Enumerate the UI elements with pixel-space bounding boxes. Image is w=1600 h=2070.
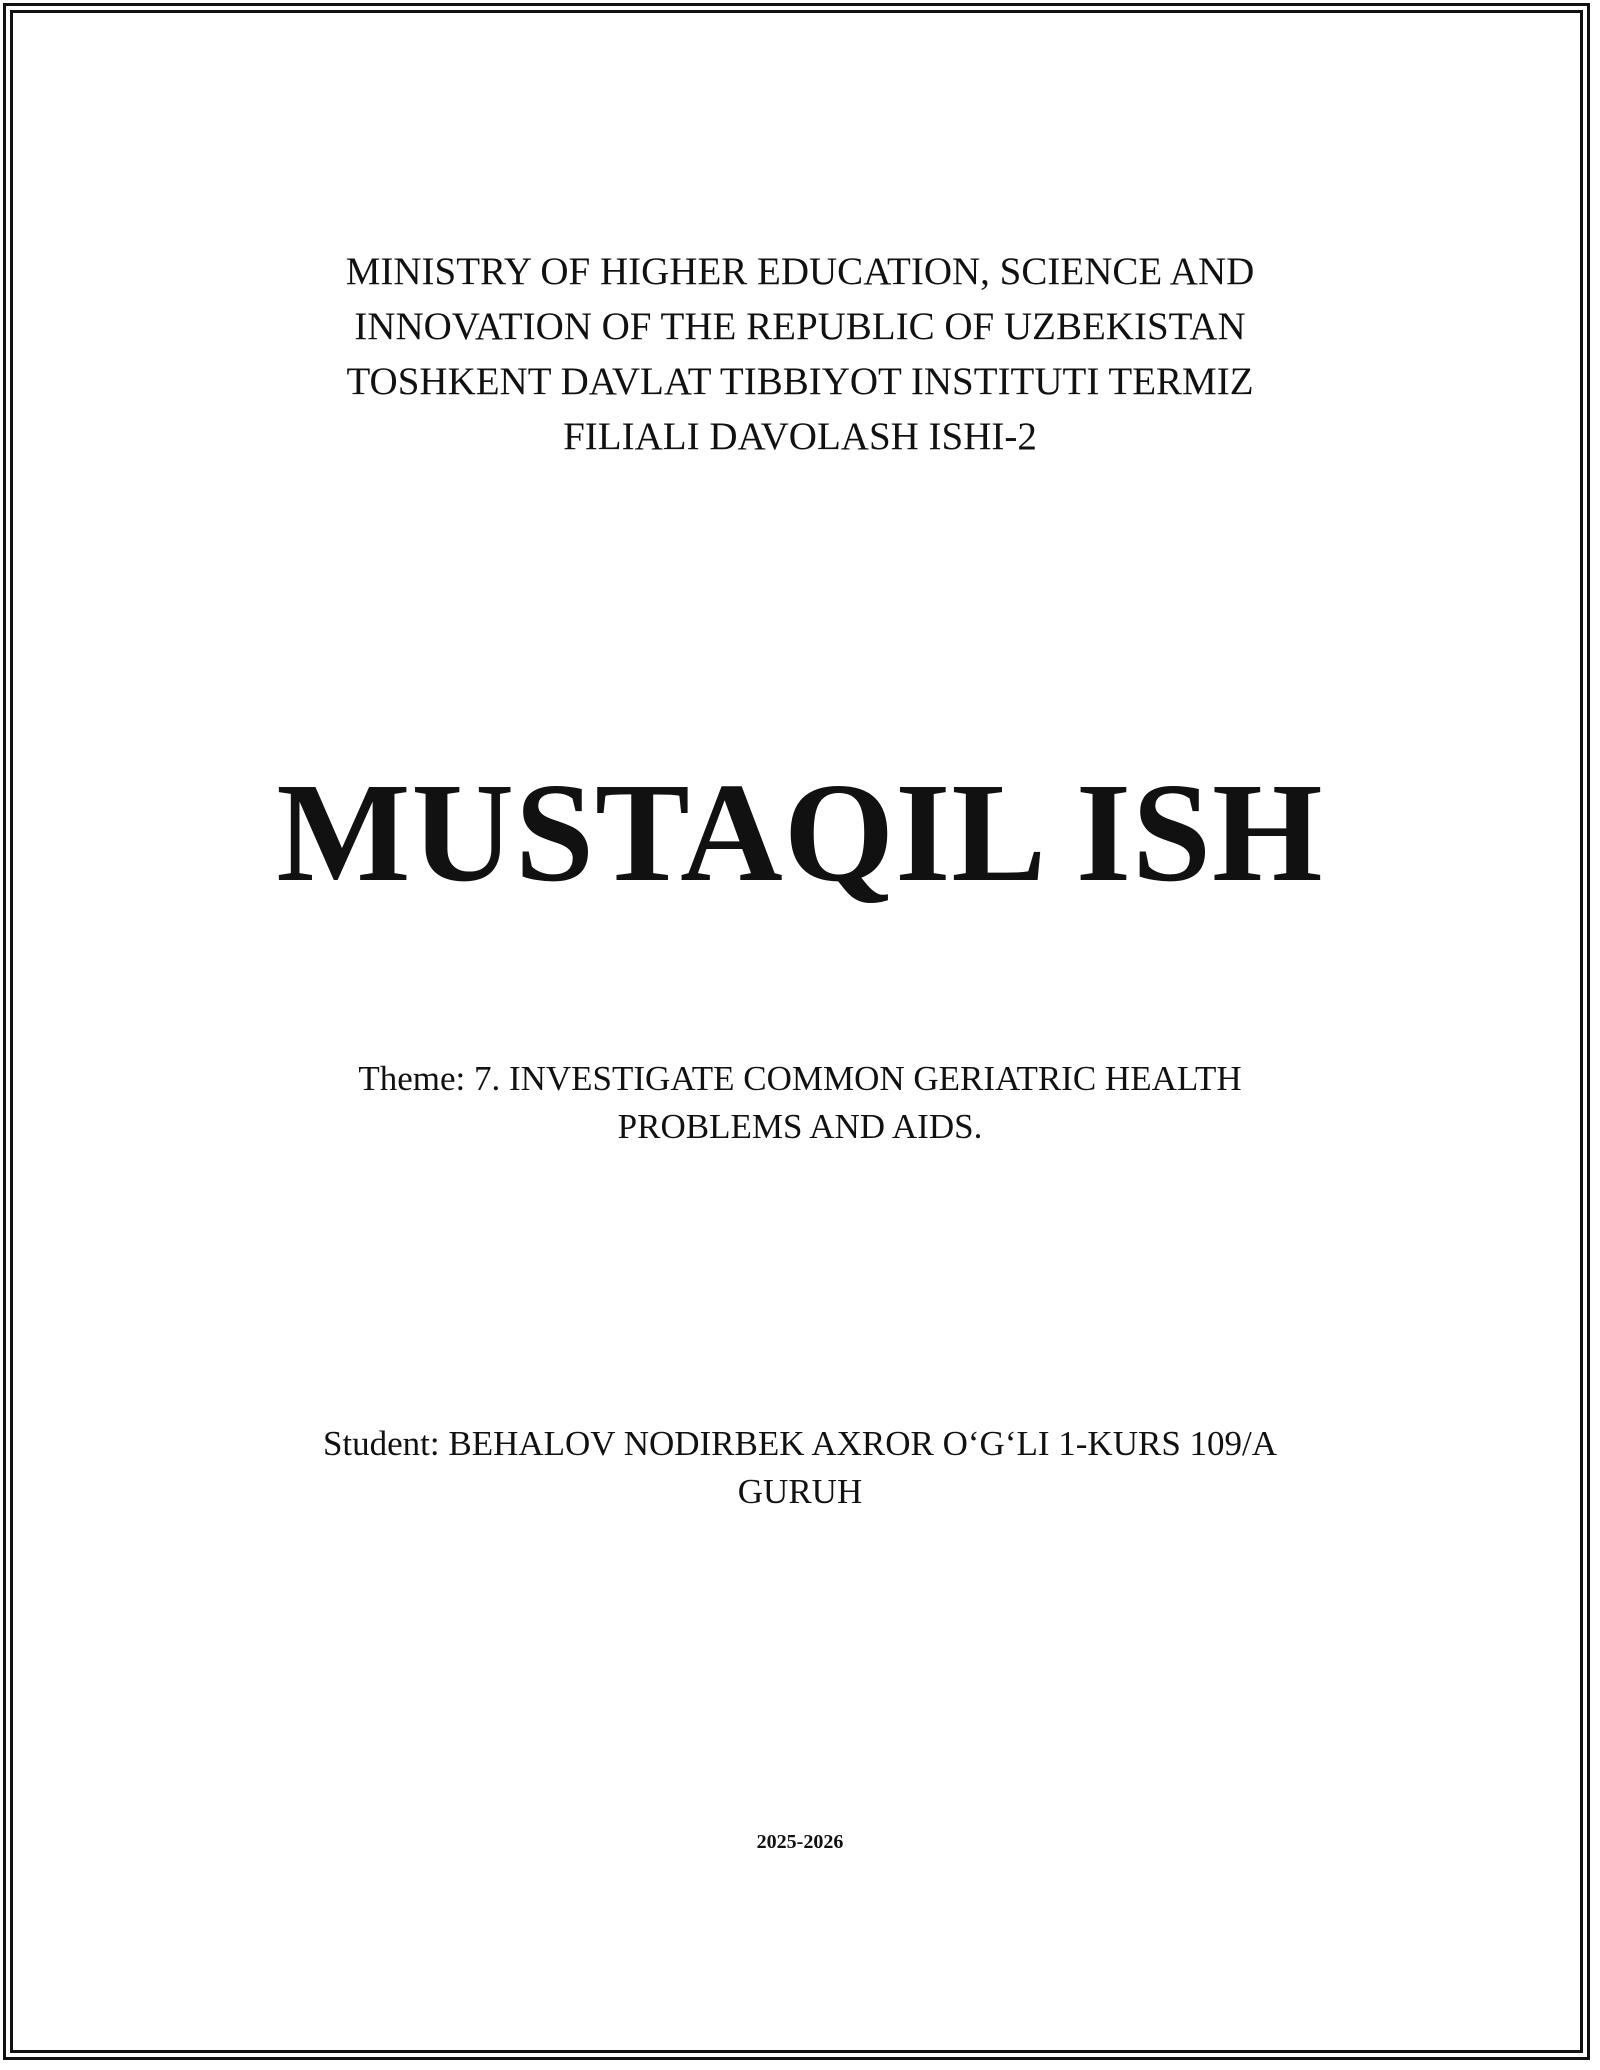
student-line-1: Student: BEHALOV NODIRBEK AXROR O‘G‘LI 1-KURS 109/A — [322, 1424, 1278, 1463]
ministry-header-line-2: INNOVATION OF THE REPUBLIC OF UZBEKISTAN — [354, 305, 1246, 348]
student-line-2: GURUH — [737, 1472, 863, 1511]
ministry-header-line-1: MINISTRY OF HIGHER EDUCATION, SCIENCE AND — [345, 250, 1255, 293]
student-block — [0, 1420, 1600, 1516]
theme-line-2: PROBLEMS AND AIDS. — [617, 1107, 983, 1146]
theme-line-1: Theme: 7. INVESTIGATE COMMON GERIATRIC HEALTH — [358, 1059, 1242, 1098]
theme-block — [0, 1055, 1600, 1151]
document-title: MUSTAQIL ISH — [276, 753, 1324, 911]
ministry-header — [0, 244, 1600, 464]
academic-year: 2025-2026 — [756, 1831, 844, 1853]
ministry-header-line-3: TOSHKENT DAVLAT TIBBIYOT INSTITUTI TERMIZ — [346, 360, 1254, 403]
ministry-header-line-4: FILIALI DAVOLASH ISHI-2 — [563, 415, 1037, 458]
